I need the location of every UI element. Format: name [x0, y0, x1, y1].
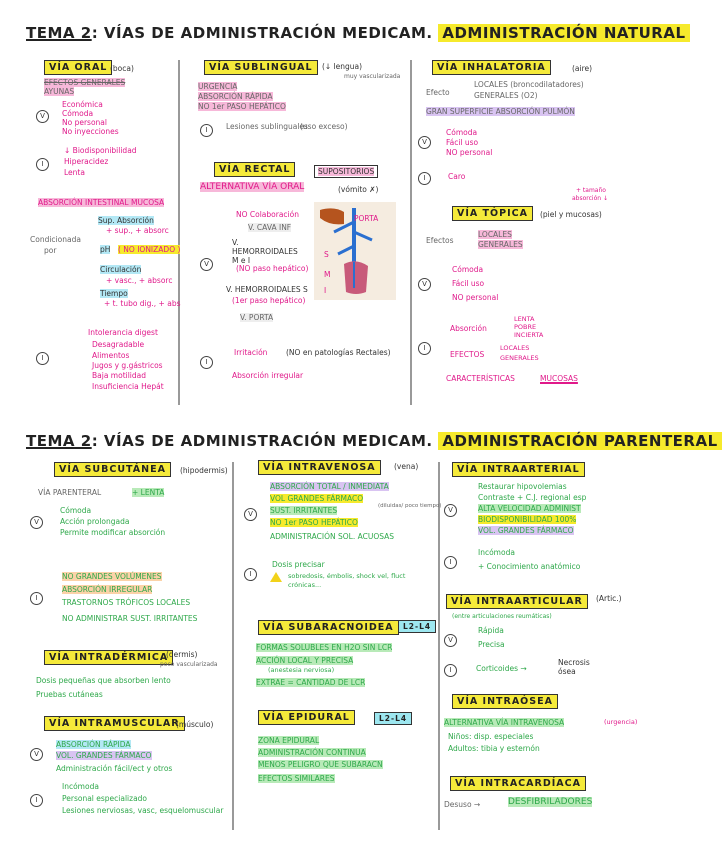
intraosea-alternativa: ALTERNATIVA VÍA INTRAVENOSA — [444, 718, 565, 727]
inhalatoria-i-icon: I — [418, 172, 431, 185]
intraarterial-i-icon: I — [444, 556, 457, 569]
oral-v-1: Cómoda — [62, 109, 94, 118]
bottom-title-tema: TEMA 2 — [26, 432, 92, 450]
topica-absorcion: Absorción — [450, 324, 487, 333]
intraarterial-v-4: VOL. GRANDES FÁRMACO — [478, 526, 574, 535]
intravenosa-v-note: (diluidas/ poco tiempo) — [378, 503, 442, 509]
oral-factor-0: Sup. Absorción — [98, 216, 154, 225]
epidural-item-1: ADMINISTRACIÓN CONTINUA — [258, 748, 366, 757]
top-title — [26, 24, 690, 42]
oral-i2-5: Insuficiencia Hepát — [92, 382, 164, 391]
oral-factor-3-detail: + t. tubo dig., + abs — [104, 299, 181, 308]
bottom-divider-left — [232, 462, 234, 830]
intraarticular-i-icon: I — [444, 664, 457, 677]
top-title-tema: TEMA 2 — [26, 24, 92, 42]
intradermica-header: VÍA INTRADÉRMICA — [44, 650, 173, 665]
oral-factor-2-detail: + vasc., + absorc — [106, 276, 173, 285]
rectal-primer-paso: (1er paso hepático) — [232, 296, 306, 305]
oral-por: por — [44, 246, 57, 255]
topica-note: (piel y mucosas) — [540, 210, 602, 219]
intramuscular-v-2: Administración fácil/ect y otros — [56, 764, 173, 773]
intramuscular-v-0: ABSORCIÓN RÁPIDA — [56, 740, 131, 749]
rectal-i-label: I — [324, 286, 327, 295]
subaracnoidea-tag: L2-L4 — [398, 620, 436, 633]
topica-locales: LOCALES — [478, 230, 512, 239]
subaracnoidea-item-2: (anestesia nerviosa) — [268, 666, 335, 674]
inhalatoria-note: (aire) — [572, 64, 593, 73]
inhalatoria-header: VÍA INHALATORIA — [432, 60, 551, 75]
top-divider-right — [410, 60, 412, 405]
top-divider-left — [178, 60, 180, 405]
oral-efectos: EFECTOS GENERALES — [44, 78, 126, 87]
intraarterial-i-0: Incómoda — [478, 548, 515, 557]
topica-abs-1: POBRE — [514, 323, 537, 331]
rectal-porta-label: PORTA — [354, 214, 379, 223]
intravenosa-v-2: SUST. IRRITANTES — [270, 506, 338, 515]
rectal-no-colab: NO Colaboración — [236, 210, 299, 219]
intraosea-ninos: Niños: disp. especiales — [448, 732, 534, 741]
intradermica-note: (dermis) — [166, 650, 198, 659]
intracardiaca-desfib: DESFIBRILADORES — [508, 797, 593, 807]
rectal-v-icon: V — [200, 258, 213, 271]
subcutanea-v-1: Acción prolongada — [60, 517, 130, 526]
topica-abs-2: INCIERTA — [514, 331, 544, 339]
intraarticular-sub: (entre articulaciones reumáticas) — [452, 613, 552, 620]
sublingual-v-1: ABSORCIÓN RÁPIDA — [198, 92, 273, 101]
epidural-item-2: MENOS PELIGRO QUE SUBARACN — [258, 760, 383, 769]
intravenosa-i-icon: I — [244, 568, 257, 581]
rectal-vcava: V. CAVA INF — [248, 223, 292, 232]
subcutanea-i-icon: I — [30, 592, 43, 605]
intraarticular-v-1: Precisa — [478, 640, 505, 649]
intradermica-note2: poco vascularizada — [160, 661, 218, 668]
intraarticular-header: VÍA INTRAARTICULAR — [446, 594, 588, 609]
topica-generales: GENERALES — [478, 240, 523, 249]
epidural-item-0: ZONA EPIDURAL — [258, 736, 320, 745]
oral-i2-1: Desagradable — [92, 340, 145, 349]
bottom-divider-right — [438, 462, 440, 830]
bottom-title — [26, 432, 722, 450]
sublingual-header: VÍA SUBLINGUAL — [204, 60, 318, 75]
rectal-header: VÍA RECTAL — [214, 162, 295, 177]
inhalatoria-v-1: Fácil uso — [446, 138, 479, 147]
intraarterial-v-0: Restaurar hipovolemias — [478, 482, 567, 491]
rectal-s-label: S — [324, 250, 329, 259]
subaracnoidea-item-3: EXTRAE = CANTIDAD DE LCR — [256, 678, 366, 687]
intraarticular-necrosis: Necrosis ósea — [558, 658, 590, 676]
subcutanea-v-2: Permite modificar absorción — [60, 528, 166, 537]
oral-factor-3: Tiempo — [100, 289, 128, 298]
top-title-main: : VÍAS DE ADMINISTRACIÓN MEDICAM. — [91, 24, 433, 42]
oral-header: VÍA ORAL — [44, 60, 112, 75]
intradermica-item-0: Dosis pequeñas que absorben lento — [36, 676, 171, 685]
topica-note2: + tamaño — [576, 187, 606, 194]
intramuscular-note: (músculo) — [176, 720, 214, 729]
subaracnoidea-header: VÍA SUBARACNOIDEA — [258, 620, 399, 635]
topica-note3: absorción ↓ — [572, 195, 608, 202]
rectal-m-label: M — [324, 270, 331, 279]
intramuscular-i-0: Incómoda — [62, 782, 99, 791]
epidural-tag: L2-L4 — [374, 712, 412, 725]
oral-note: (boca) — [110, 64, 134, 73]
inhalatoria-v-icon: V — [418, 136, 431, 149]
oral-i2-2: Alimentos — [92, 351, 130, 360]
oral-i2-0: Intolerancia digest — [88, 328, 158, 337]
sublingual-v-0: URGENCIA — [198, 82, 238, 91]
oral-factor-1: pH — [100, 245, 111, 254]
intraosea-urgencia: (urgencia) — [604, 718, 638, 726]
oral-factor-0-detail: + sup., + absorc — [106, 226, 169, 235]
oral-i2-4: Baja motilidad — [92, 371, 147, 380]
rectal-vporta: V. PORTA — [240, 313, 274, 322]
oral-ayunas: AYUNAS — [44, 87, 75, 96]
rectal-irritacion: Irritación — [234, 348, 268, 357]
oral-condicionada: Condicionada — [30, 235, 81, 244]
oral-abs-title: ABSORCIÓN INTESTINAL MUCOSA — [38, 198, 165, 207]
intravenosa-v-4: ADMINISTRACIÓN SOL. ACUOSAS — [270, 532, 395, 541]
intramuscular-i-2: Lesiones nerviosas, vasc, esquelomuscular — [62, 806, 224, 815]
bottom-title-main: : VÍAS DE ADMINISTRACIÓN MEDICAM. — [91, 432, 433, 450]
rectal-alternativa: ALTERNATIVA VÍA ORAL — [200, 182, 305, 192]
rectal-vomito: (vómito ✗) — [338, 185, 379, 194]
intraarticular-v-0: Rápida — [478, 626, 504, 635]
oral-factor-2: Circulación — [100, 265, 142, 274]
topica-mucosas: MUCOSAS — [540, 374, 578, 383]
subaracnoidea-item-0: FORMAS SOLUBLES EN H2O SIN LCR — [256, 643, 393, 652]
inhalatoria-v-0: Cómoda — [446, 128, 478, 137]
intraarticular-note: (Artic.) — [596, 594, 622, 603]
intravenosa-v-0: ABSORCIÓN TOTAL / INMEDIATA — [270, 482, 389, 491]
inhalatoria-generales: GENERALES (O2) — [474, 91, 538, 100]
subaracnoidea-item-1: ACCIÓN LOCAL Y PRECISA — [256, 656, 354, 665]
oral-v-2: No personal — [62, 118, 107, 127]
top-title-highlight: ADMINISTRACIÓN NATURAL — [438, 24, 689, 42]
topica-header: VÍA TÓPICA — [452, 206, 533, 221]
subcutanea-i-3: NO ADMINISTRAR SUST. IRRITANTES — [62, 614, 198, 623]
subcutanea-v-icon: V — [30, 516, 43, 529]
intramuscular-v-1: VOL. GRANDES FÁRMACO — [56, 751, 152, 760]
intraarticular-i: Corticoides → — [476, 664, 527, 673]
subcutanea-v-0: Cómoda — [60, 506, 92, 515]
sublingual-i-0: Lesiones sublinguales — [226, 122, 308, 131]
epidural-item-3: EFECTOS SIMILARES — [258, 774, 335, 783]
sublingual-note: (↓ lengua) — [322, 62, 363, 71]
intraosea-header: VÍA INTRAÓSEA — [452, 694, 558, 709]
oral-i-1: Hiperacidez — [64, 157, 109, 166]
bottom-title-highlight: ADMINISTRACIÓN PARENTERAL — [438, 432, 721, 450]
inhalatoria-v-2: NO personal — [446, 148, 493, 157]
intramuscular-v-icon: V — [30, 748, 43, 761]
intraarticular-v-icon: V — [444, 634, 457, 647]
intraosea-adultos: Adultos: tibia y esternón — [448, 744, 540, 753]
topica-i-icon: I — [418, 342, 431, 355]
warning-icon — [270, 572, 282, 582]
oral-v-3: No inyecciones — [62, 127, 119, 136]
topica-caracteristicas: CARACTERÍSTICAS — [446, 374, 515, 383]
subcutanea-note: (hipodermis) — [180, 466, 228, 475]
oral-i-2: Lenta — [64, 168, 85, 177]
epidural-header: VÍA EPIDURAL — [258, 710, 355, 725]
rectal-i-icon: I — [200, 356, 213, 369]
subcutanea-parenteral: VÍA PARENTERAL — [38, 488, 102, 497]
intraarterial-i-1: + Conocimiento anatómico — [478, 562, 581, 571]
intramuscular-i-icon: I — [30, 794, 43, 807]
oral-i-0: ↓ Biodisponibilidad — [64, 146, 137, 155]
intramuscular-i-1: Personal especializado — [62, 794, 148, 803]
oral-i2-3: Jugos y g.gástricos — [92, 361, 163, 370]
intravenosa-i-0: Dosis precisar — [272, 560, 325, 569]
topica-v-icon: V — [418, 278, 431, 291]
intraarterial-v-2: ALTA VELOCIDAD ADMINIST — [478, 504, 581, 513]
intradermica-item-1: Pruebas cutáneas — [36, 690, 103, 699]
intraarterial-v-icon: V — [444, 504, 457, 517]
sublingual-i-1: (uso exceso) — [300, 122, 348, 131]
oral-factor-1-detail: ( NO IONIZADO ) — [118, 245, 181, 254]
inhalatoria-gran-sup: GRAN SUPERFICIE ABSORCIÓN PULMÓN — [426, 107, 575, 116]
oral-v-0: Económica — [62, 100, 103, 109]
oral-i2-icon: I — [36, 352, 49, 365]
intramuscular-header: VÍA INTRAMUSCULAR — [44, 716, 185, 731]
inhalatoria-efecto: Efecto — [426, 88, 450, 97]
intravenosa-header: VÍA INTRAVENOSA — [258, 460, 381, 475]
intracardiaca-header: VÍA INTRACARDÍACA — [450, 776, 586, 791]
subcutanea-i-0: NO GRANDES VOLÚMENES — [62, 572, 162, 581]
intraarterial-header: VÍA INTRAARTERIAL — [452, 462, 585, 477]
inhalatoria-i-0: Caro — [448, 172, 466, 181]
sublingual-v-2: NO 1er PASO HEPÁTICO — [198, 102, 286, 111]
subcutanea-header: VÍA SUBCUTÁNEA — [54, 462, 171, 477]
topica-v-0: Cómoda — [452, 265, 484, 274]
intraarterial-v-1: Contraste + C.J. regional esp — [478, 493, 587, 502]
intravenosa-v-3: NO 1er PASO HEPÁTICO — [270, 518, 358, 527]
sublingual-note2: muy vascularizada — [344, 73, 401, 80]
rectal-vhem1: V. HEMORROIDALES M e I — [232, 238, 298, 265]
oral-i-icon: I — [36, 158, 49, 171]
topica-v-2: NO personal — [452, 293, 499, 302]
sublingual-i-icon: I — [200, 124, 213, 137]
subcutanea-i-1: ABSORCIÓN IRREGULAR — [62, 585, 153, 594]
rectal-no-paso: (NO paso hepático) — [236, 264, 309, 273]
intraarterial-v-3: BIODISPONIBILIDAD 100% — [478, 515, 577, 524]
intracardiaca-desuso: Desuso → — [444, 800, 481, 809]
oral-v-icon: V — [36, 110, 49, 123]
topica-generales2: GENERALES — [500, 354, 539, 362]
rectal-supositorios: SUPOSITORIOS — [314, 165, 378, 178]
topica-locales2: LOCALES — [500, 344, 530, 352]
intravenosa-i-1: sobredosis, émbolis, shock vel, fluct crónicas... — [288, 572, 406, 589]
subcutanea-lenta: + LENTA — [132, 488, 165, 497]
topica-v-1: Fácil uso — [452, 279, 485, 288]
topica-efectos2: EFECTOS — [450, 350, 485, 359]
intravenosa-v-icon: V — [244, 508, 257, 521]
rectal-vhem2: V. HEMORROIDALES S — [226, 285, 308, 294]
topica-efectos: Efectos — [426, 236, 454, 245]
subcutanea-i-2: TRASTORNOS TRÓFICOS LOCALES — [62, 598, 191, 607]
rectal-irritacion-note: (NO en patologías Rectales) — [286, 348, 391, 357]
rectal-absorcion: Absorción irregular — [232, 371, 304, 380]
topica-abs-0: LENTA — [514, 315, 535, 323]
inhalatoria-locales: LOCALES (broncodilatadores) — [474, 80, 584, 89]
intravenosa-v-1: VOL GRANDES FÁRMACO — [270, 494, 364, 503]
intravenosa-note: (vena) — [394, 462, 419, 471]
